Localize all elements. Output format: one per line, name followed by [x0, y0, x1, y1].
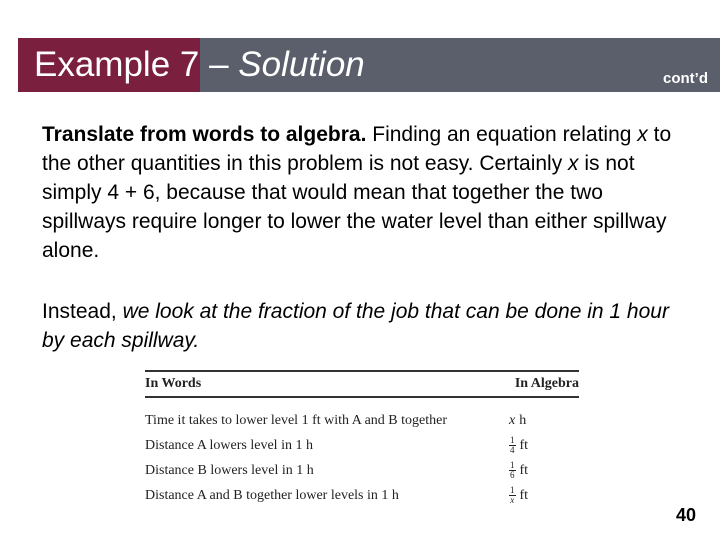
- row-words: Distance A lowers level in 1 h: [145, 437, 313, 453]
- title-part-example: Example: [34, 45, 171, 84]
- table-header-words: In Words: [145, 376, 202, 391]
- row-words: Distance B lowers level in 1 h: [145, 462, 314, 478]
- row-fraction: [509, 486, 516, 505]
- row-algebra: [503, 486, 579, 505]
- row-fraction: [509, 461, 516, 480]
- words-algebra-table: [145, 370, 579, 508]
- table-header-rule: [145, 396, 579, 398]
- row-algebra: [503, 413, 579, 429]
- para2-text-a: Instead,: [42, 300, 123, 323]
- fraction-denominator: 4: [510, 445, 515, 455]
- row-var: x: [509, 412, 516, 428]
- paragraph-translate: [42, 120, 682, 265]
- table-header-row: [145, 372, 579, 396]
- row-algebra: [503, 436, 579, 455]
- para1-text-b: to the other quantities in this problem is not easy. Certainly: [42, 123, 672, 175]
- table-row: [145, 433, 579, 458]
- row-algebra: [503, 461, 579, 480]
- fraction-denominator: 6: [510, 470, 515, 480]
- para1-var-x2: x: [568, 152, 579, 175]
- fraction-numerator: 1: [510, 485, 515, 495]
- row-unit: ft: [519, 462, 529, 478]
- para1-bold: Translate from words to algebra.: [42, 123, 367, 146]
- para1-text-a: Finding an equation relating: [366, 123, 638, 146]
- para1-var-x1: x: [637, 123, 648, 146]
- slide-title: [34, 41, 365, 89]
- continued-label: cont’d: [663, 70, 708, 87]
- fraction-denominator: x: [510, 495, 515, 505]
- page-number: 40: [675, 505, 696, 525]
- row-fraction: [509, 436, 516, 455]
- row-unit: h: [519, 412, 527, 428]
- row-words: Distance A and B together lower levels in 1 h: [145, 487, 399, 503]
- table-row: [145, 483, 579, 508]
- row-words: Time it takes to lower level 1 ft with A and B together: [145, 412, 447, 428]
- fraction-numerator: 1: [510, 460, 515, 470]
- fraction-numerator: 1: [510, 435, 515, 445]
- table-row: [145, 408, 579, 433]
- table-header-algebra: In Algebra: [514, 376, 579, 391]
- table-row: [145, 458, 579, 483]
- paragraph-instead: [42, 297, 682, 355]
- title-part-solution: Solution: [238, 45, 365, 84]
- para2-italic: we look at the fraction of the job that can be done in 1 hour by each spillway.: [42, 300, 669, 352]
- row-unit: ft: [519, 437, 529, 453]
- para1-text-c: is not simply 4 + 6, because that would mean that together the two spillways require longer to lower the water level than either spillway alone.: [42, 152, 667, 262]
- title-part-number: 7 –: [170, 45, 239, 84]
- row-unit: ft: [519, 487, 529, 503]
